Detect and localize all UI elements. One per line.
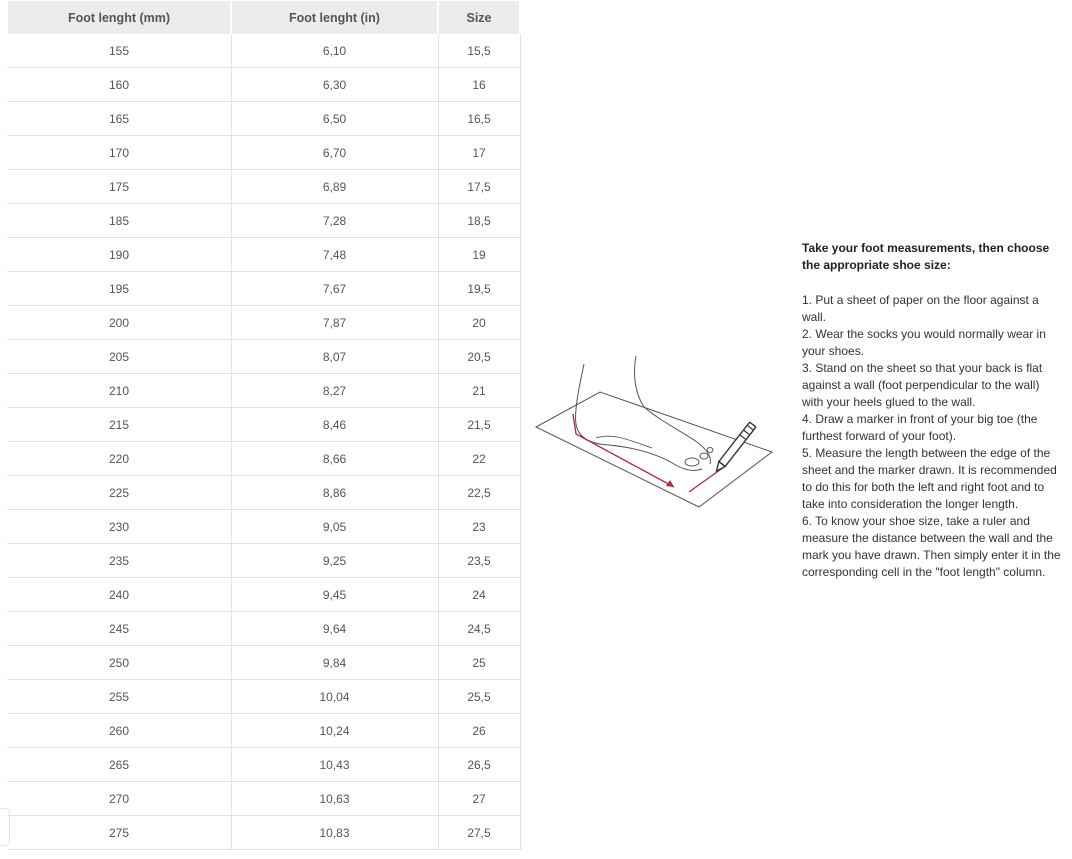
- table-row: [7, 204, 520, 238]
- table-row: [7, 442, 520, 476]
- table-row: [7, 136, 520, 170]
- cell-size: 15,5: [438, 34, 520, 68]
- cell-foot-length-in: 10,24: [231, 714, 438, 748]
- instruction-step: 1. Put a sheet of paper on the floor against a wall.: [802, 293, 1039, 324]
- cell-foot-length-mm: 260: [7, 714, 231, 748]
- cell-size: 18,5: [438, 204, 520, 238]
- table-row: [7, 34, 520, 68]
- cell-size: 16,5: [438, 102, 520, 136]
- header-foot-length-in: Foot lenght (in): [231, 1, 438, 34]
- cell-foot-length-in: 9,64: [231, 612, 438, 646]
- cell-foot-length-in: 10,04: [231, 680, 438, 714]
- table-row: [7, 68, 520, 102]
- size-chart-table: [6, 1, 521, 850]
- cell-foot-length-in: 7,67: [231, 272, 438, 306]
- cell-foot-length-mm: 265: [7, 748, 231, 782]
- cell-foot-length-mm: 170: [7, 136, 231, 170]
- cell-foot-length-in: 7,48: [231, 238, 438, 272]
- cell-foot-length-mm: 230: [7, 510, 231, 544]
- header-foot-length-mm: Foot lenght (mm): [7, 1, 231, 34]
- table-row: [7, 680, 520, 714]
- cell-foot-length-mm: 255: [7, 680, 231, 714]
- cell-size: 27: [438, 782, 520, 816]
- cell-foot-length-in: 10,63: [231, 782, 438, 816]
- cell-foot-length-in: 10,43: [231, 748, 438, 782]
- cell-foot-length-mm: 240: [7, 578, 231, 612]
- cell-size: 23,5: [438, 544, 520, 578]
- cell-foot-length-in: 6,30: [231, 68, 438, 102]
- table-body: [7, 34, 520, 850]
- cell-foot-length-mm: 215: [7, 408, 231, 442]
- cell-foot-length-mm: 185: [7, 204, 231, 238]
- cell-foot-length-in: 10,83: [231, 816, 438, 850]
- cell-foot-length-in: 9,45: [231, 578, 438, 612]
- table-row: [7, 306, 520, 340]
- cell-size: 17,5: [438, 170, 520, 204]
- foot-outline-icon: [635, 356, 711, 464]
- cell-size: 27,5: [438, 816, 520, 850]
- cell-foot-length-in: 7,28: [231, 204, 438, 238]
- cell-foot-length-in: 6,10: [231, 34, 438, 68]
- cell-foot-length-mm: 195: [7, 272, 231, 306]
- cell-foot-length-mm: 205: [7, 340, 231, 374]
- cell-foot-length-mm: 220: [7, 442, 231, 476]
- cell-foot-length-in: 9,25: [231, 544, 438, 578]
- foot-measurement-icon: [534, 352, 776, 512]
- table-row: [7, 238, 520, 272]
- cell-foot-length-mm: 165: [7, 102, 231, 136]
- side-tab-handle[interactable]: [0, 808, 10, 846]
- table-row: [7, 272, 520, 306]
- cell-size: 21: [438, 374, 520, 408]
- table-row: [7, 578, 520, 612]
- cell-size: 21,5: [438, 408, 520, 442]
- table-row: [7, 612, 520, 646]
- table-row: [7, 476, 520, 510]
- cell-size: 26: [438, 714, 520, 748]
- cell-foot-length-mm: 235: [7, 544, 231, 578]
- cell-foot-length-in: 8,07: [231, 340, 438, 374]
- table-row: [7, 816, 520, 850]
- table-row: [7, 544, 520, 578]
- toe-icon: [700, 453, 708, 459]
- instruction-step: 2. Wear the socks you would normally wear in your shoes.: [802, 327, 1046, 358]
- cell-foot-length-mm: 275: [7, 816, 231, 850]
- cell-foot-length-mm: 155: [7, 34, 231, 68]
- cell-foot-length-in: 8,66: [231, 442, 438, 476]
- toe-icon: [707, 448, 713, 453]
- measurement-line-icon: [573, 414, 674, 487]
- cell-foot-length-in: 7,87: [231, 306, 438, 340]
- foot-measurement-illustration: [534, 352, 776, 512]
- cell-size: 16: [438, 68, 520, 102]
- instruction-step: 5. Measure the length between the edge of the sheet and the marker drawn. It is recommended to do this for both the left and right foot and to take into consideration the longer length.: [802, 446, 1057, 511]
- table-row: [7, 340, 520, 374]
- table-row: [7, 102, 520, 136]
- cell-size: 22,5: [438, 476, 520, 510]
- cell-size: 22: [438, 442, 520, 476]
- instructions-steps: [802, 292, 1062, 581]
- cell-foot-length-in: 8,86: [231, 476, 438, 510]
- cell-foot-length-in: 8,27: [231, 374, 438, 408]
- cell-foot-length-mm: 175: [7, 170, 231, 204]
- cell-size: 24,5: [438, 612, 520, 646]
- table-row: [7, 408, 520, 442]
- table-row: [7, 748, 520, 782]
- table-row: [7, 170, 520, 204]
- table-row: [7, 782, 520, 816]
- cell-size: 20,5: [438, 340, 520, 374]
- cell-foot-length-mm: 190: [7, 238, 231, 272]
- cell-size: 23: [438, 510, 520, 544]
- table-row: [7, 714, 520, 748]
- cell-foot-length-mm: 270: [7, 782, 231, 816]
- cell-foot-length-mm: 245: [7, 612, 231, 646]
- cell-foot-length-in: 8,46: [231, 408, 438, 442]
- cell-size: 24: [438, 578, 520, 612]
- header-size: Size: [438, 1, 520, 34]
- cell-size: 20: [438, 306, 520, 340]
- arch-line-icon: [596, 436, 652, 448]
- table-header-row: [7, 1, 520, 34]
- cell-foot-length-in: 6,89: [231, 170, 438, 204]
- cell-foot-length-mm: 225: [7, 476, 231, 510]
- leg-outline-icon: [576, 364, 702, 470]
- instructions-heading: Take your foot measurements, then choose the appropriate shoe size:: [802, 241, 1050, 272]
- cell-foot-length-mm: 210: [7, 374, 231, 408]
- instruction-step: 4. Draw a marker in front of your big toe (the furthest forward of your foot).: [802, 412, 1038, 443]
- measurement-instructions: [802, 240, 1062, 581]
- pen-icon: [713, 422, 756, 473]
- cell-size: 17: [438, 136, 520, 170]
- cell-foot-length-in: 9,05: [231, 510, 438, 544]
- cell-foot-length-mm: 160: [7, 68, 231, 102]
- table-row: [7, 510, 520, 544]
- instruction-step: 6. To know your shoe size, take a ruler and measure the distance between the wall and the mark you have drawn. Then simply enter it in the corresponding cell in the "foot length" column.: [802, 514, 1061, 579]
- toe-icon: [685, 458, 699, 466]
- cell-foot-length-mm: 200: [7, 306, 231, 340]
- table-row: [7, 646, 520, 680]
- cell-size: 25: [438, 646, 520, 680]
- cell-size: 26,5: [438, 748, 520, 782]
- cell-size: 19: [438, 238, 520, 272]
- table-row: [7, 374, 520, 408]
- cell-foot-length-mm: 250: [7, 646, 231, 680]
- cell-foot-length-in: 6,70: [231, 136, 438, 170]
- cell-foot-length-in: 6,50: [231, 102, 438, 136]
- instruction-step: 3. Stand on the sheet so that your back is flat against a wall (foot perpendicular to the wall) with your heels glued to the wall.: [802, 361, 1043, 409]
- cell-foot-length-in: 9,84: [231, 646, 438, 680]
- cell-size: 19,5: [438, 272, 520, 306]
- cell-size: 25,5: [438, 680, 520, 714]
